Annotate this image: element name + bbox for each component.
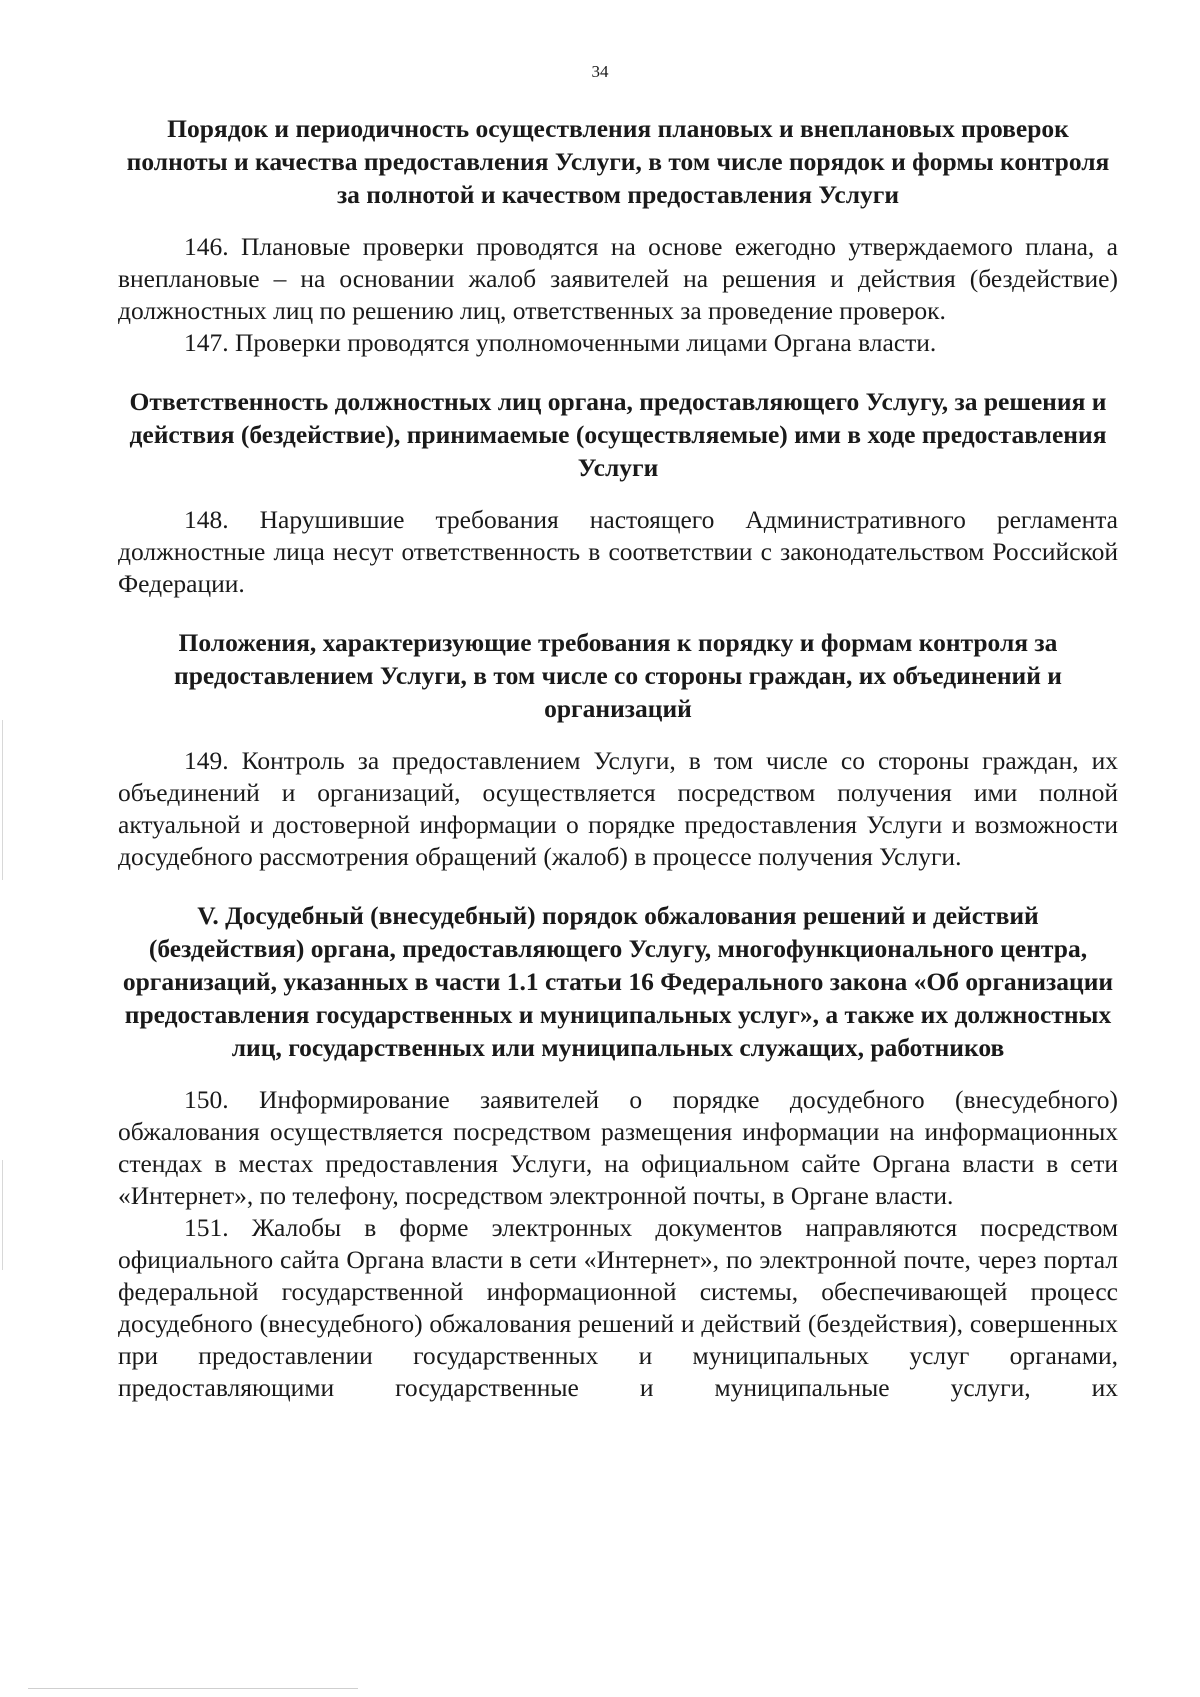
paragraph-149: 149. Контроль за предоставлением Услуги, в том числе со стороны граждан, их объединений и организаций, осуществляется посредством получения ими полной актуальной и достоверной информации о порядке предоставления Услуги и возможности досудебного рассмотрения обращений (жалоб) в процессе получения Услуги.: [118, 746, 1118, 871]
paragraph-148: 148. Нарушившие требования настоящего Административного регламента должностные лица несут ответственность в соответствии с законодательством Российской Федерации.: [118, 505, 1118, 598]
section-heading-control-requirements: Положения, характеризующие требования к порядку и формам контроля за предоставлением Услуги, в том числе со стороны граждан, их объединений и организаций: [174, 628, 1062, 723]
section-heading-pretrial-appeal: V. Досудебный (внесудебный) порядок обжалования решений и действий (бездействия) органа, предоставляющего Услугу, многофункционального центра, организаций, указанных в части 1.1 статьи 16 Федерального закона «Об организации предоставления государственных и муниципальных услуг», а также их должностных лиц, государственных или муниципальных служащих, работников: [122, 901, 1114, 1062]
paragraph-146: 146. Плановые проверки проводятся на основе ежегодно утверждаемого плана, а внеплановые – на основании жалоб заявителей на решения и действия (бездействие) должностных лиц по решению лиц, ответственных за проведение проверок.: [118, 232, 1118, 325]
paragraph-150: 150. Информирование заявителей о порядке досудебного (внесудебного) обжалования осуществляется посредством размещения информации на информационных стендах в местах предоставления Услуги, на официальном сайте Органа власти в сети «Интернет», по телефону, посредством электронной почты, в Органе власти.: [118, 1085, 1118, 1210]
document-body: [118, 112, 1118, 1404]
section-heading-inspections: Порядок и периодичность осуществления плановых и внеплановых проверок полноты и качества предоставления Услуги, в том числе порядок и формы контроля за полнотой и качеством предоставления Услуги: [126, 114, 1110, 209]
scan-edge-mark: [2, 1160, 3, 1270]
paragraph-151: 151. Жалобы в форме электронных документов направляются посредством официального сайта Органа власти в сети «Интернет», по электронной почте, через портал федеральной государственной информационной системы, обеспечивающей процесс досудебного (внесудебного) обжалования решений и действий (бездействия), совершенных при предоставлении государственных и муниципальных услуг органами, предоставляющими государственные и муниципальные услуги, их: [118, 1213, 1118, 1402]
page-number: 34: [591, 62, 609, 81]
section-heading-responsibility: Ответственность должностных лиц органа, предоставляющего Услугу, за решения и действия (бездействие), принимаемые (осуществляемые) ими в ходе предоставления Услуги: [129, 387, 1107, 482]
paragraph-147: 147. Проверки проводятся уполномоченными лицами Органа власти.: [184, 328, 937, 357]
scan-bottom-line: [28, 1688, 358, 1689]
scan-edge-mark: [2, 720, 3, 880]
